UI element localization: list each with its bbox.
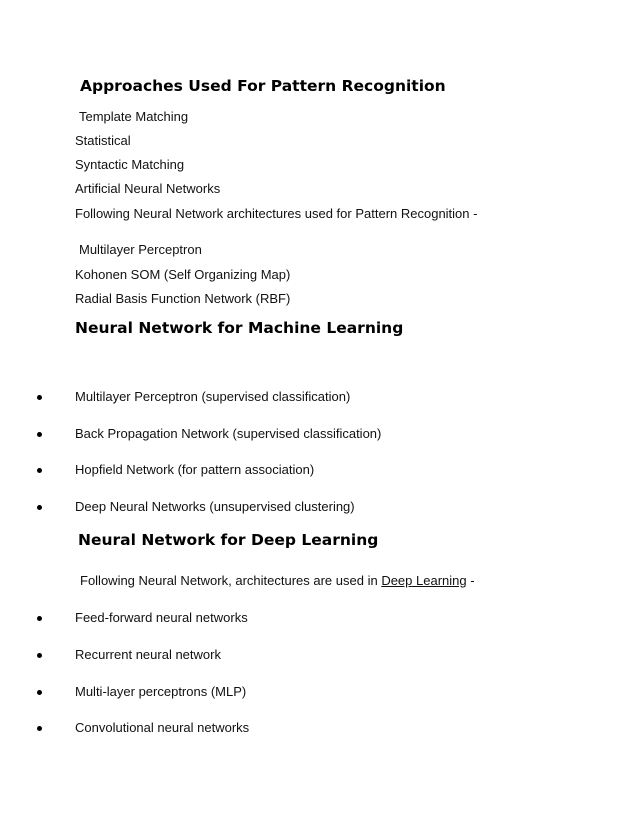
deep-learning-intro: [80, 573, 475, 588]
bullet-icon: [37, 653, 42, 658]
list-item-architectures-intro: Following Neural Network architectures used for Pattern Recognition -: [75, 206, 478, 221]
bullet-icon: [37, 505, 42, 510]
list-item-multilayer-perceptron: Multilayer Perceptron: [79, 242, 202, 257]
list-item-rbf: Radial Basis Function Network (RBF): [75, 291, 291, 306]
list-item: [0, 499, 638, 517]
list-item-text: Feed-forward neural networks: [75, 610, 248, 625]
list-item-text: Hopfield Network (for pattern association): [75, 462, 315, 477]
list-item-statistical: Statistical: [75, 133, 131, 148]
list-item-artificial-neural-networks: Artificial Neural Networks: [75, 181, 221, 196]
list-item-syntactic-matching: Syntactic Matching: [75, 157, 185, 172]
list-item: [0, 462, 638, 480]
bullet-icon: [37, 395, 42, 400]
list-item: [0, 720, 638, 738]
list-item-text: Convolutional neural networks: [75, 720, 250, 735]
section-heading-deep-learning: Neural Network for Deep Learning: [78, 531, 379, 549]
list-item: [0, 389, 638, 407]
list-item: [0, 610, 638, 628]
bullet-icon: [37, 690, 42, 695]
bullet-icon: [37, 468, 42, 473]
bullet-icon: [37, 616, 42, 621]
list-item-text: Recurrent neural network: [75, 647, 221, 662]
list-item: [0, 647, 638, 665]
section-heading-pattern-recognition: Approaches Used For Pattern Recognition: [80, 77, 446, 95]
list-item-text: Back Propagation Network (supervised classification): [75, 426, 382, 441]
list-item-text: Deep Neural Networks (unsupervised clustering): [75, 499, 355, 514]
list-item-text: Multi-layer perceptrons (MLP): [75, 684, 247, 699]
bullet-icon: [37, 726, 42, 731]
intro-suffix: -: [466, 573, 475, 588]
list-item-kohonen-som: Kohonen SOM (Self Organizing Map): [75, 267, 291, 282]
deep-learning-link[interactable]: Deep Learning: [381, 573, 467, 588]
bullet-icon: [37, 432, 42, 437]
list-item-template-matching: Template Matching: [79, 109, 189, 124]
list-item: [0, 684, 638, 702]
list-item-text: Multilayer Perceptron (supervised classification): [75, 389, 351, 404]
section-heading-machine-learning: Neural Network for Machine Learning: [75, 319, 404, 337]
intro-prefix: Following Neural Network, architectures are used in: [80, 573, 382, 588]
list-item: [0, 426, 638, 444]
